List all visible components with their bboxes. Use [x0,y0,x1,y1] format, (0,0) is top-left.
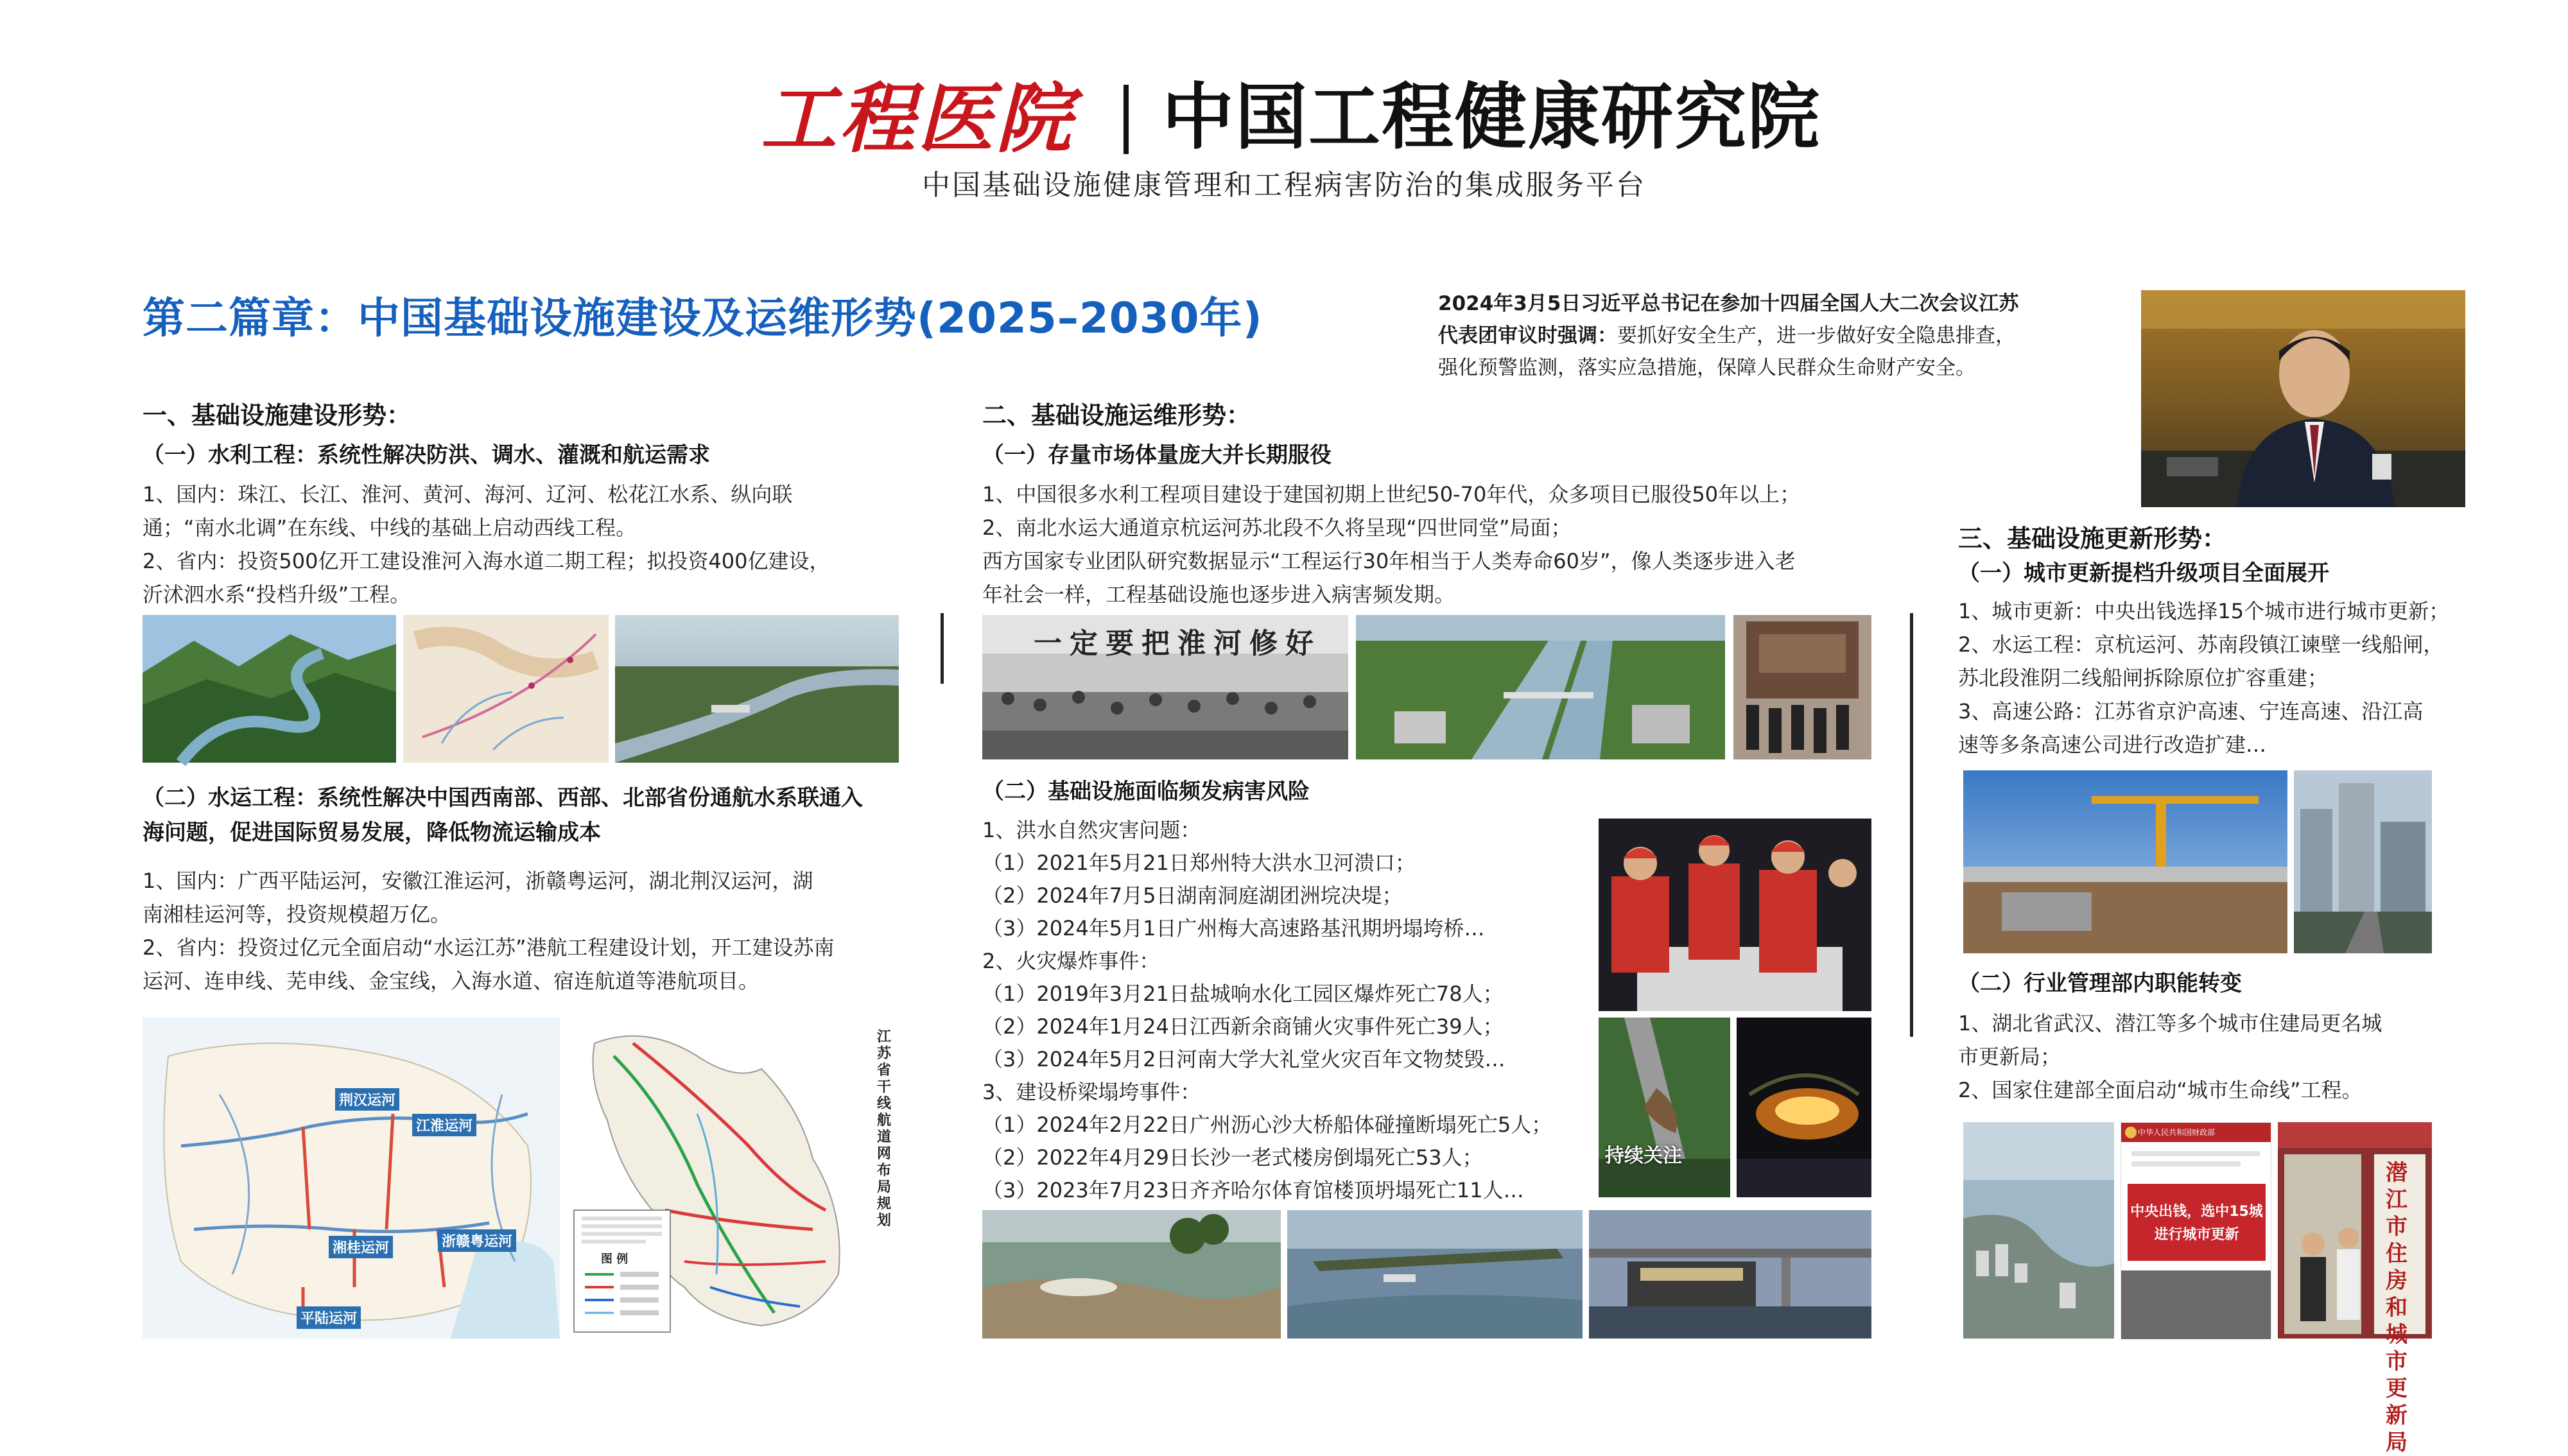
waterway-aerial-photo [615,615,899,763]
section2-sub2-line: （2）2024年7月5日湖南洞庭湖团洲垸决堤； [982,883,1403,908]
historic-gate-photo [1733,615,1871,759]
section2-sub1-line: 西方国家专业团队研究数据显示“工程运行30年相当于人类寿命60岁”，像人类逐步进入老 [982,549,1796,573]
section3-sub1-line: 苏北段淮阴二线船闸拆除原位扩容重建； [1958,666,2329,690]
section2-sub1-line: 2、南北水运大通道京杭运河苏北段不久将呈现“四世同堂”局面； [982,516,1572,540]
section2-sub1-line: 年社会一样，工程基础设施也逐步进入病害频发期。 [982,582,1455,607]
tagline: 中国基础设施健康管理和工程病害防治的集成服务平台 [922,169,1646,202]
quote-line-2-bold: 代表团审议时强调： [1438,324,1617,347]
section1-sub2-line: 1、国内：广西平陆运河，安徽江淮运河，浙赣粤运河，湖北荆汉运河，湖 [143,869,813,893]
section2-sub2-line: （2）2024年1月24日江西新余商铺火灾事件死亡39人； [982,1014,1504,1039]
column-divider-2 [1910,613,1913,1037]
section2-sub2-line: （1）2021年5月21日郑州特大洪水卫河溃口； [982,851,1416,875]
quote-line-2 [1438,320,2119,352]
section1-sub2-line: 2、省内：投资过亿元全面启动“水运江苏”港航工程建设计划，开工建设苏南 [143,935,835,960]
section3-sub1-title: （一）城市更新提档升级项目全面展开 [1958,560,2329,586]
canal-locks-aerial-photo [1356,615,1725,759]
section2-sub2-line: （2）2022年4月29日长沙一老式楼房倒塌死亡53人； [982,1145,1483,1170]
section3-sub2-line: 1、湖北省武汉、潜江等多个城市住建局更名城 [1958,1011,2382,1036]
section1-sub2-line: 运河、连申线、芜申线、金宝线，入海水道、宿连航道等港航项目。 [143,969,759,993]
historic-photo-caption: 一定要把淮河修好 [1034,627,1321,660]
flood-breach-photo [982,1210,1281,1339]
gov-banner-line-1: 中央出钱，选中15城 [2130,1204,2263,1220]
section1-sub1-line: 2、省内：投资500亿开工建设淮河入海水道二期工程；拟投资400亿建设， [143,549,830,573]
section2-sub2-line: 2、火灾爆炸事件： [982,949,1160,973]
construction-crane-photo [1963,770,2287,953]
gov-notice-photo [2121,1122,2271,1339]
section3-sub2-title: （二）行业管理部内职能转变 [1958,971,2242,996]
gov-notice-photo-bottom [2121,1270,2271,1339]
gov-notice-header: 中华人民共和国财政部 [2121,1123,2271,1142]
section1-sub2-body [143,864,835,998]
quote-block [1438,288,2119,384]
section2-sub1-line: 1、中国很多水利工程项目建设于建国初期上世纪50-70年代，众多项目已服役50年以上； [982,482,1801,507]
highway-photo-caption: 持续关注 [1605,1145,1682,1167]
jiangsu-map-title: 江苏省干线航道网布局规划 [877,1029,892,1229]
section2-sub2-body [982,814,1552,1207]
map-label-jianghuai: 江淮运河 [412,1114,476,1136]
quote-line-3: 强化预警监测，落实应急措施，保障人民群众生命财产安全。 [1438,356,1975,379]
portrait-photo [2141,290,2465,507]
section2-sub2-line: （3）2023年7月23日齐齐哈尔体育馆楼顶坍塌死亡11人… [982,1178,1524,1202]
section2-sub1-body [982,478,1800,611]
section3-sub2-line: 市更新局； [1958,1044,2061,1069]
section1-title: 一、基础设施建设形势： [143,401,412,429]
section2-sub1-title: （一）存量市场体量庞大并长期服役 [982,442,1332,468]
column-divider-1 [941,613,944,684]
historic-huaihe-photo [982,615,1348,759]
bureau-plaque-text: 潜江市住房和城市更新局 [2386,1160,2408,1455]
section3-sub2-line: 2、国家住建部全面启动“城市生命线”工程。 [1958,1078,2363,1102]
section2-sub2-line: （1）2019年3月21日盐城响水化工园区爆炸死亡78人； [982,982,1504,1006]
section1-sub2-title-line2: 海问题，促进国际贸易发展，降低物流运输成本 [143,820,601,845]
section2-sub2-line: 3、建设桥梁塌垮事件： [982,1080,1201,1104]
section3-sub1-line: 速等多条高速公司进行改造扩建… [1958,732,2267,757]
quote-line-2-rest: 要抓好安全生产，进一步做好安全隐患排查， [1617,324,2015,347]
section3-sub1-line: 3、高速公路：江苏省京沪高速、宁连高速、沿江高 [1958,699,2424,724]
notice-text-placeholder [2131,1161,2241,1166]
section1-sub2-title [143,781,863,850]
section2-sub2-line: （1）2024年2月22日广州沥心沙大桥船体碰撞断塌死亡5人； [982,1113,1552,1137]
water-route-map-photo [403,615,609,763]
section2-title: 二、基础设施运维形势： [982,401,1251,429]
section2-sub2-line: （3）2024年5月2日河南大学大礼堂火灾百年文物焚毁… [982,1047,1505,1071]
brand-logo-text: 工程医院 [761,74,1075,163]
section1-sub1-line: 通；“南水北调”在东线、中线的基础上启动西线工程。 [143,516,637,540]
gov-banner-line-2: 进行城市更新 [2154,1227,2239,1243]
section2-sub2-line: （3）2024年5月1日广州梅大高速路基汛期坍塌垮桥… [982,916,1485,940]
river-valley-photo [143,615,396,763]
jiangsu-map-legend-title: 图 例 [601,1252,629,1266]
section3-sub2-body [1958,1007,2382,1107]
rescue-team-photo [1599,819,1871,1011]
section1-sub2-line: 南湘桂运河等，投资规模超万亿。 [143,902,451,926]
section3-sub1-line: 1、城市更新：中央出钱选择15个城市进行城市更新； [1958,599,2450,623]
section3-title: 三、基础设施更新形势： [1958,524,2227,553]
quote-line-1: 2024年3月5日习近平总书记在参加十四届全国人大二次会议江苏 [1438,292,2019,315]
org-name: 中国工程健康研究院 [1162,75,1821,159]
section1-sub2-title-line1: （二）水运工程：系统性解决中国西南部、西部、北部省份通航水系联通入 [143,785,863,811]
fire-night-photo [1737,1018,1871,1197]
chapter-title: 第二篇章：中国基础设施建设及运维形势(2025–2030年) [143,293,1263,343]
bureau-plaque-photo [2278,1122,2432,1455]
city-buildings-photo [2294,770,2432,953]
china-canal-map [143,1018,560,1339]
section1-sub1-line: 沂沭泗水系“投档升级”工程。 [143,582,411,607]
highway-collapse-photo [1599,1018,1730,1197]
map-label-jinghan: 荆汉运河 [335,1088,399,1111]
gov-notice-banner [2128,1184,2266,1261]
section1-sub1-title: （一）水利工程：系统性解决防洪、调水、灌溉和航运需求 [143,442,710,468]
flooded-dike-aerial-photo [1287,1210,1583,1339]
section1-sub1-line: 1、国内：珠江、长江、淮河、黄河、海河、辽河、松花江水系、纵向联 [143,482,793,507]
coastal-city-aerial-photo [1963,1122,2114,1339]
section2-sub2-title: （二）基础设施面临频发病害风险 [982,779,1310,804]
jiangsu-waterway-map [569,1018,899,1339]
map-label-pinglu: 平陆运河 [297,1306,361,1329]
map-label-xianggui: 湘桂运河 [329,1236,393,1258]
section3-sub1-body [1958,594,2449,761]
header-divider [1124,85,1129,154]
bridge-collapse-photo [1589,1210,1871,1339]
map-label-zhegan: 浙赣粤运河 [438,1229,516,1252]
emblem-icon [2125,1127,2137,1138]
section1-sub1-body [143,478,830,611]
notice-text-placeholder [2131,1151,2260,1156]
section3-sub1-line: 2、水运工程：京杭运河、苏南段镇江谏壁一线船闸， [1958,632,2444,657]
section2-sub2-line: 1、洪水自然灾害问题： [982,818,1201,842]
